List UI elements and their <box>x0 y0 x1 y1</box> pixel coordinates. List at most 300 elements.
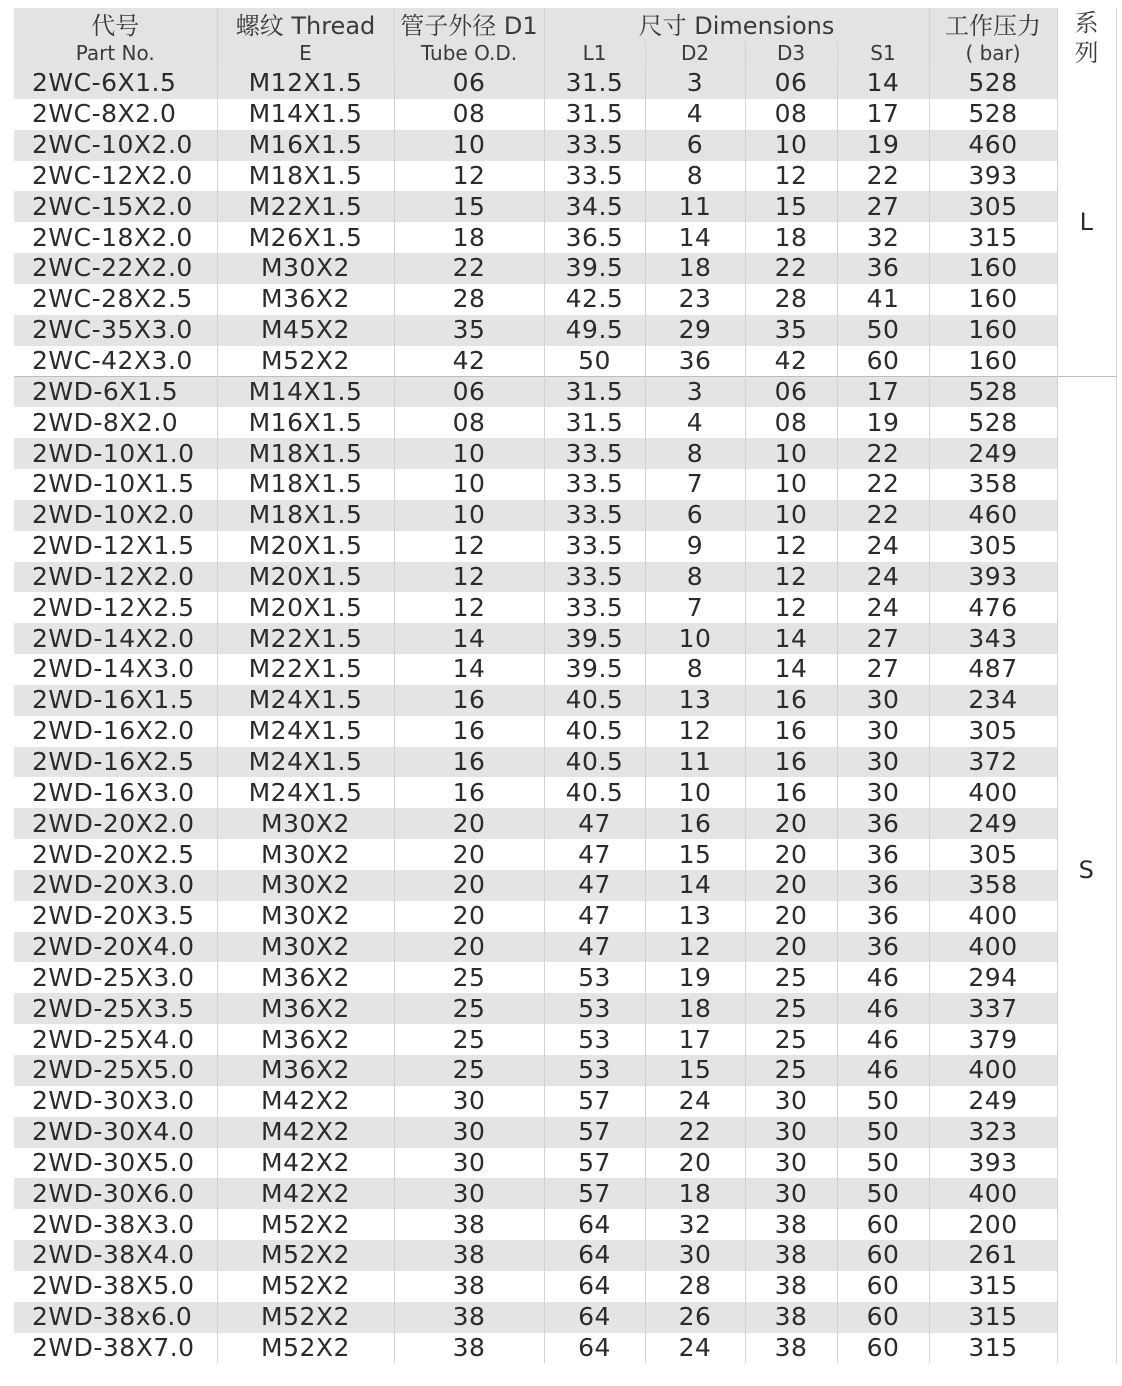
table-row <box>14 346 1116 377</box>
pressure-cell: 528 <box>929 407 1057 438</box>
part-no-cell: 2WD-16X1.5 <box>14 685 217 716</box>
part-no-cell: 2WD-38X5.0 <box>14 1271 217 1302</box>
thread-cell: M42X2 <box>217 1117 394 1148</box>
part-no-cell: 2WD-38x6.0 <box>14 1302 217 1333</box>
d3-cell: 30 <box>745 1117 837 1148</box>
thread-cell: M22X1.5 <box>217 654 394 685</box>
thread-cell: M12X1.5 <box>217 68 394 99</box>
tube-od-cell: 30 <box>394 1178 544 1209</box>
pressure-cell: 315 <box>929 1271 1057 1302</box>
s1-cell: 24 <box>837 531 929 562</box>
part-no-cell: 2WD-25X3.0 <box>14 962 217 993</box>
s1-cell: 60 <box>837 1209 929 1240</box>
table-row <box>14 1240 1116 1271</box>
tube-od-cell: 15 <box>394 191 544 222</box>
pressure-cell: 315 <box>929 1302 1057 1333</box>
fitting-spec-table <box>14 8 1117 1363</box>
thread-cell: M18X1.5 <box>217 500 394 531</box>
tube-od-cell: 25 <box>394 962 544 993</box>
d3-cell: 20 <box>745 808 837 839</box>
tube-od-cell: 10 <box>394 438 544 469</box>
part-no-cell: 2WD-6X1.5 <box>14 376 217 407</box>
part-no-cell: 2WD-16X2.0 <box>14 716 217 747</box>
s1-cell: 30 <box>837 716 929 747</box>
pressure-cell: 249 <box>929 808 1057 839</box>
l1-cell: 39.5 <box>544 253 645 284</box>
table-row <box>14 1086 1116 1117</box>
l1-cell: 64 <box>544 1302 645 1333</box>
table-row <box>14 1209 1116 1240</box>
pressure-cell: 249 <box>929 438 1057 469</box>
d3-cell: 12 <box>745 531 837 562</box>
l1-cell: 53 <box>544 993 645 1024</box>
table-row <box>14 1148 1116 1179</box>
d2-cell: 14 <box>645 222 745 253</box>
thread-cell: M18X1.5 <box>217 438 394 469</box>
s1-cell: 32 <box>837 222 929 253</box>
pressure-cell: 460 <box>929 130 1057 161</box>
pressure-cell: 315 <box>929 1333 1057 1364</box>
table-row <box>14 284 1116 315</box>
part-no-cell: 2WD-10X1.5 <box>14 469 217 500</box>
l1-cell: 33.5 <box>544 161 645 192</box>
pressure-cell: 528 <box>929 99 1057 130</box>
thread-cell: M14X1.5 <box>217 376 394 407</box>
part-no-cell: 2WD-30X5.0 <box>14 1148 217 1179</box>
part-no-cell: 2WD-12X2.5 <box>14 592 217 623</box>
pressure-cell: 261 <box>929 1240 1057 1271</box>
l1-cell: 33.5 <box>544 438 645 469</box>
d2-cell: 6 <box>645 500 745 531</box>
d3-cell: 20 <box>745 901 837 932</box>
table-row <box>14 993 1116 1024</box>
table-row <box>14 222 1116 253</box>
thread-cell: M26X1.5 <box>217 222 394 253</box>
table-row <box>14 130 1116 161</box>
s1-cell: 17 <box>837 376 929 407</box>
l1-cell: 47 <box>544 932 645 963</box>
part-no-cell: 2WD-20X3.0 <box>14 870 217 901</box>
d2-cell: 30 <box>645 1240 745 1271</box>
table-row <box>14 1302 1116 1333</box>
part-no-cell: 2WC-8X2.0 <box>14 99 217 130</box>
table-row <box>14 562 1116 593</box>
thread-cell: M36X2 <box>217 1055 394 1086</box>
tube-od-cell: 16 <box>394 747 544 778</box>
pressure-cell: 393 <box>929 1148 1057 1179</box>
pressure-cell: 305 <box>929 839 1057 870</box>
tube-od-cell: 25 <box>394 1055 544 1086</box>
thread-cell: M52X2 <box>217 1271 394 1302</box>
d2-cell: 8 <box>645 438 745 469</box>
d2-cell: 36 <box>645 346 745 377</box>
part-no-cell: 2WC-22X2.0 <box>14 253 217 284</box>
thread-cell: M20X1.5 <box>217 592 394 623</box>
table-row <box>14 438 1116 469</box>
d2-cell: 8 <box>645 654 745 685</box>
pressure-cell: 358 <box>929 469 1057 500</box>
d2-cell: 4 <box>645 99 745 130</box>
d2-cell: 6 <box>645 130 745 161</box>
s1-cell: 36 <box>837 253 929 284</box>
table-row <box>14 315 1116 346</box>
part-no-cell: 2WC-6X1.5 <box>14 68 217 99</box>
l1-cell: 40.5 <box>544 716 645 747</box>
d3-cell: 38 <box>745 1240 837 1271</box>
d3-cell: 20 <box>745 932 837 963</box>
d2-cell: 9 <box>645 531 745 562</box>
table-row <box>14 531 1116 562</box>
d3-header: D3 <box>745 41 837 68</box>
table-row <box>14 1117 1116 1148</box>
s1-cell: 46 <box>837 1024 929 1055</box>
tube-od-cell: 16 <box>394 716 544 747</box>
thread-cell: M52X2 <box>217 1333 394 1364</box>
d2-cell: 3 <box>645 376 745 407</box>
d2-header: D2 <box>645 41 745 68</box>
d3-cell: 18 <box>745 222 837 253</box>
d3-cell: 10 <box>745 500 837 531</box>
s1-cell: 22 <box>837 500 929 531</box>
thread-cell: M52X2 <box>217 1302 394 1333</box>
thread-cell: M14X1.5 <box>217 99 394 130</box>
tube-od-cell: 06 <box>394 68 544 99</box>
s1-cell: 36 <box>837 870 929 901</box>
l1-cell: 34.5 <box>544 191 645 222</box>
tube-od-cell: 20 <box>394 839 544 870</box>
pressure-cell: 372 <box>929 747 1057 778</box>
thread-cell: M36X2 <box>217 993 394 1024</box>
d3-cell: 20 <box>745 870 837 901</box>
thread-header: 螺纹 Thread <box>217 8 394 41</box>
table-row <box>14 191 1116 222</box>
pressure-cell: 379 <box>929 1024 1057 1055</box>
pressure-cell: 487 <box>929 654 1057 685</box>
d3-cell: 38 <box>745 1209 837 1240</box>
l1-cell: 64 <box>544 1333 645 1364</box>
l1-cell: 64 <box>544 1209 645 1240</box>
table-row <box>14 901 1116 932</box>
d2-cell: 11 <box>645 747 745 778</box>
tube-od-cell: 20 <box>394 808 544 839</box>
table-row <box>14 747 1116 778</box>
thread-cell: M18X1.5 <box>217 161 394 192</box>
d3-cell: 12 <box>745 161 837 192</box>
pressure-cell: 305 <box>929 531 1057 562</box>
s1-cell: 14 <box>837 68 929 99</box>
tube-od-cell: 10 <box>394 130 544 161</box>
d2-cell: 15 <box>645 1055 745 1086</box>
d3-cell: 25 <box>745 1024 837 1055</box>
d2-cell: 18 <box>645 993 745 1024</box>
table-body <box>14 68 1116 1363</box>
s1-cell: 60 <box>837 346 929 377</box>
d3-cell: 12 <box>745 592 837 623</box>
part-no-cell: 2WD-8X2.0 <box>14 407 217 438</box>
d3-cell: 10 <box>745 130 837 161</box>
part-no-cell: 2WD-38X3.0 <box>14 1209 217 1240</box>
part-no-cell: 2WD-14X3.0 <box>14 654 217 685</box>
s1-cell: 22 <box>837 161 929 192</box>
table-row <box>14 376 1116 407</box>
l1-cell: 57 <box>544 1148 645 1179</box>
pressure-cell: 305 <box>929 716 1057 747</box>
part-no-cell: 2WD-38X4.0 <box>14 1240 217 1271</box>
d3-cell: 16 <box>745 747 837 778</box>
thread-cell: M20X1.5 <box>217 531 394 562</box>
series-header <box>1057 8 1116 68</box>
tube-od-cell: 25 <box>394 1024 544 1055</box>
d3-cell: 10 <box>745 438 837 469</box>
l1-cell: 57 <box>544 1178 645 1209</box>
part-no-cell: 2WD-12X2.0 <box>14 562 217 593</box>
d3-cell: 30 <box>745 1148 837 1179</box>
tube-od-cell: 38 <box>394 1302 544 1333</box>
tube-od-cell: 22 <box>394 253 544 284</box>
series-s-label: S <box>1057 376 1116 1363</box>
l1-cell: 57 <box>544 1117 645 1148</box>
part-no-cell: 2WC-28X2.5 <box>14 284 217 315</box>
l1-cell: 31.5 <box>544 376 645 407</box>
part-no-cell: 2WD-30X6.0 <box>14 1178 217 1209</box>
tube-od-cell: 06 <box>394 376 544 407</box>
tube-od-cell: 38 <box>394 1240 544 1271</box>
part-no-cell: 2WD-30X4.0 <box>14 1117 217 1148</box>
s1-cell: 36 <box>837 901 929 932</box>
thread-cell: M16X1.5 <box>217 407 394 438</box>
table-row <box>14 1055 1116 1086</box>
thread-cell: M36X2 <box>217 284 394 315</box>
tube-od-cell: 12 <box>394 531 544 562</box>
d2-cell: 20 <box>645 1148 745 1179</box>
table-row <box>14 623 1116 654</box>
part-no-cell: 2WD-14X2.0 <box>14 623 217 654</box>
tube-od-cell: 42 <box>394 346 544 377</box>
table-row <box>14 932 1116 963</box>
d2-cell: 10 <box>645 777 745 808</box>
part-no-cell: 2WC-10X2.0 <box>14 130 217 161</box>
part-no-cell: 2WC-35X3.0 <box>14 315 217 346</box>
part-no-cell: 2WC-18X2.0 <box>14 222 217 253</box>
pressure-cell: 323 <box>929 1117 1057 1148</box>
l1-cell: 53 <box>544 962 645 993</box>
l1-cell: 47 <box>544 839 645 870</box>
d2-cell: 13 <box>645 901 745 932</box>
s1-cell: 46 <box>837 962 929 993</box>
series-header-char-1: 系 <box>1074 9 1099 37</box>
l1-cell: 33.5 <box>544 130 645 161</box>
d2-cell: 11 <box>645 191 745 222</box>
dimensions-header: 尺寸 Dimensions <box>544 8 929 41</box>
pressure-cell: 294 <box>929 962 1057 993</box>
thread-cell: M22X1.5 <box>217 191 394 222</box>
s1-cell: 24 <box>837 592 929 623</box>
table-row <box>14 962 1116 993</box>
table-row <box>14 99 1116 130</box>
tube-od-cell: 08 <box>394 99 544 130</box>
pressure-cell: 160 <box>929 253 1057 284</box>
d2-cell: 3 <box>645 68 745 99</box>
s1-cell: 36 <box>837 932 929 963</box>
d3-cell: 06 <box>745 68 837 99</box>
pressure-cell: 234 <box>929 685 1057 716</box>
d2-cell: 14 <box>645 870 745 901</box>
tube-od-cell: 30 <box>394 1117 544 1148</box>
table-row <box>14 253 1116 284</box>
d2-cell: 7 <box>645 469 745 500</box>
s1-cell: 36 <box>837 808 929 839</box>
pressure-cell: 393 <box>929 562 1057 593</box>
d3-cell: 06 <box>745 376 837 407</box>
d3-cell: 14 <box>745 623 837 654</box>
d3-cell: 30 <box>745 1178 837 1209</box>
thread-cell: M24X1.5 <box>217 685 394 716</box>
thread-cell: M30X2 <box>217 839 394 870</box>
part-no-cell: 2WD-20X3.5 <box>14 901 217 932</box>
pressure-cell: 343 <box>929 623 1057 654</box>
table-row <box>14 592 1116 623</box>
s1-cell: 24 <box>837 562 929 593</box>
pressure-unit-header: ( bar) <box>929 41 1057 68</box>
table-row <box>14 716 1116 747</box>
pressure-cell: 305 <box>929 191 1057 222</box>
d2-cell: 29 <box>645 315 745 346</box>
tube-od-cell: 16 <box>394 685 544 716</box>
tube-od-sub-header: Tube O.D. <box>394 41 544 68</box>
tube-od-cell: 08 <box>394 407 544 438</box>
part-no-cell: 2WC-12X2.0 <box>14 161 217 192</box>
d2-cell: 4 <box>645 407 745 438</box>
s1-cell: 19 <box>837 407 929 438</box>
tube-od-cell: 12 <box>394 161 544 192</box>
d3-cell: 28 <box>745 284 837 315</box>
thread-cell: M16X1.5 <box>217 130 394 161</box>
d3-cell: 08 <box>745 99 837 130</box>
s1-cell: 19 <box>837 130 929 161</box>
l1-cell: 31.5 <box>544 68 645 99</box>
part-no-cell: 2WD-16X3.0 <box>14 777 217 808</box>
part-no-header-en: Part No. <box>14 41 217 68</box>
thread-cell: M52X2 <box>217 1240 394 1271</box>
d3-cell: 30 <box>745 1086 837 1117</box>
thread-cell: M42X2 <box>217 1148 394 1179</box>
thread-cell: M45X2 <box>217 315 394 346</box>
pressure-cell: 249 <box>929 1086 1057 1117</box>
l1-cell: 64 <box>544 1240 645 1271</box>
pressure-cell: 400 <box>929 932 1057 963</box>
d2-cell: 12 <box>645 932 745 963</box>
thread-cell: M24X1.5 <box>217 747 394 778</box>
pressure-cell: 200 <box>929 1209 1057 1240</box>
pressure-cell: 528 <box>929 68 1057 99</box>
pressure-header-cn: 工作压力 <box>929 8 1057 41</box>
tube-od-cell: 12 <box>394 562 544 593</box>
part-no-cell: 2WD-30X3.0 <box>14 1086 217 1117</box>
d3-cell: 08 <box>745 407 837 438</box>
s1-cell: 30 <box>837 685 929 716</box>
pressure-cell: 400 <box>929 777 1057 808</box>
thread-cell: M36X2 <box>217 962 394 993</box>
d3-cell: 35 <box>745 315 837 346</box>
table-row <box>14 1271 1116 1302</box>
d3-cell: 25 <box>745 1055 837 1086</box>
d3-cell: 16 <box>745 777 837 808</box>
part-no-cell: 2WD-10X2.0 <box>14 500 217 531</box>
s1-cell: 46 <box>837 993 929 1024</box>
tube-od-cell: 30 <box>394 1086 544 1117</box>
part-no-cell: 2WD-25X5.0 <box>14 1055 217 1086</box>
s1-cell: 60 <box>837 1302 929 1333</box>
tube-od-cell: 30 <box>394 1148 544 1179</box>
tube-od-cell: 10 <box>394 469 544 500</box>
series-l-label: L <box>1057 68 1116 376</box>
pressure-cell: 476 <box>929 592 1057 623</box>
d2-cell: 18 <box>645 253 745 284</box>
table-row <box>14 654 1116 685</box>
d3-cell: 38 <box>745 1333 837 1364</box>
s1-cell: 50 <box>837 1117 929 1148</box>
part-no-cell: 2WD-25X4.0 <box>14 1024 217 1055</box>
thread-cell: M30X2 <box>217 253 394 284</box>
table-row <box>14 870 1116 901</box>
thread-cell: M52X2 <box>217 1209 394 1240</box>
table-row <box>14 68 1116 99</box>
part-no-cell: 2WD-20X2.0 <box>14 808 217 839</box>
part-no-cell: 2WD-25X3.5 <box>14 993 217 1024</box>
thread-cell: M24X1.5 <box>217 777 394 808</box>
d2-cell: 24 <box>645 1333 745 1364</box>
part-no-cell: 2WD-38X7.0 <box>14 1333 217 1364</box>
part-no-header-cn: 代号 <box>14 8 217 41</box>
pressure-cell: 160 <box>929 346 1057 377</box>
tube-od-cell: 28 <box>394 284 544 315</box>
tube-od-cell: 35 <box>394 315 544 346</box>
thread-cell: M30X2 <box>217 932 394 963</box>
pressure-cell: 337 <box>929 993 1057 1024</box>
l1-cell: 53 <box>544 1024 645 1055</box>
s1-cell: 46 <box>837 1055 929 1086</box>
pressure-cell: 160 <box>929 315 1057 346</box>
d2-cell: 8 <box>645 562 745 593</box>
s1-cell: 22 <box>837 438 929 469</box>
pressure-cell: 315 <box>929 222 1057 253</box>
d2-cell: 10 <box>645 623 745 654</box>
l1-cell: 31.5 <box>544 407 645 438</box>
l1-cell: 57 <box>544 1086 645 1117</box>
thread-cell: M52X2 <box>217 346 394 377</box>
l1-cell: 33.5 <box>544 500 645 531</box>
thread-cell: M42X2 <box>217 1178 394 1209</box>
l1-cell: 33.5 <box>544 469 645 500</box>
tube-od-cell: 38 <box>394 1271 544 1302</box>
thread-cell: M18X1.5 <box>217 469 394 500</box>
table-row <box>14 777 1116 808</box>
thread-cell: M24X1.5 <box>217 716 394 747</box>
part-no-cell: 2WD-10X1.0 <box>14 438 217 469</box>
l1-cell: 40.5 <box>544 747 645 778</box>
tube-od-cell: 20 <box>394 901 544 932</box>
d2-cell: 23 <box>645 284 745 315</box>
pressure-cell: 528 <box>929 376 1057 407</box>
pressure-cell: 393 <box>929 161 1057 192</box>
s1-header: S1 <box>837 41 929 68</box>
d2-cell: 13 <box>645 685 745 716</box>
table-row <box>14 469 1116 500</box>
d2-cell: 15 <box>645 839 745 870</box>
l1-cell: 40.5 <box>544 777 645 808</box>
d3-cell: 20 <box>745 839 837 870</box>
s1-cell: 60 <box>837 1271 929 1302</box>
